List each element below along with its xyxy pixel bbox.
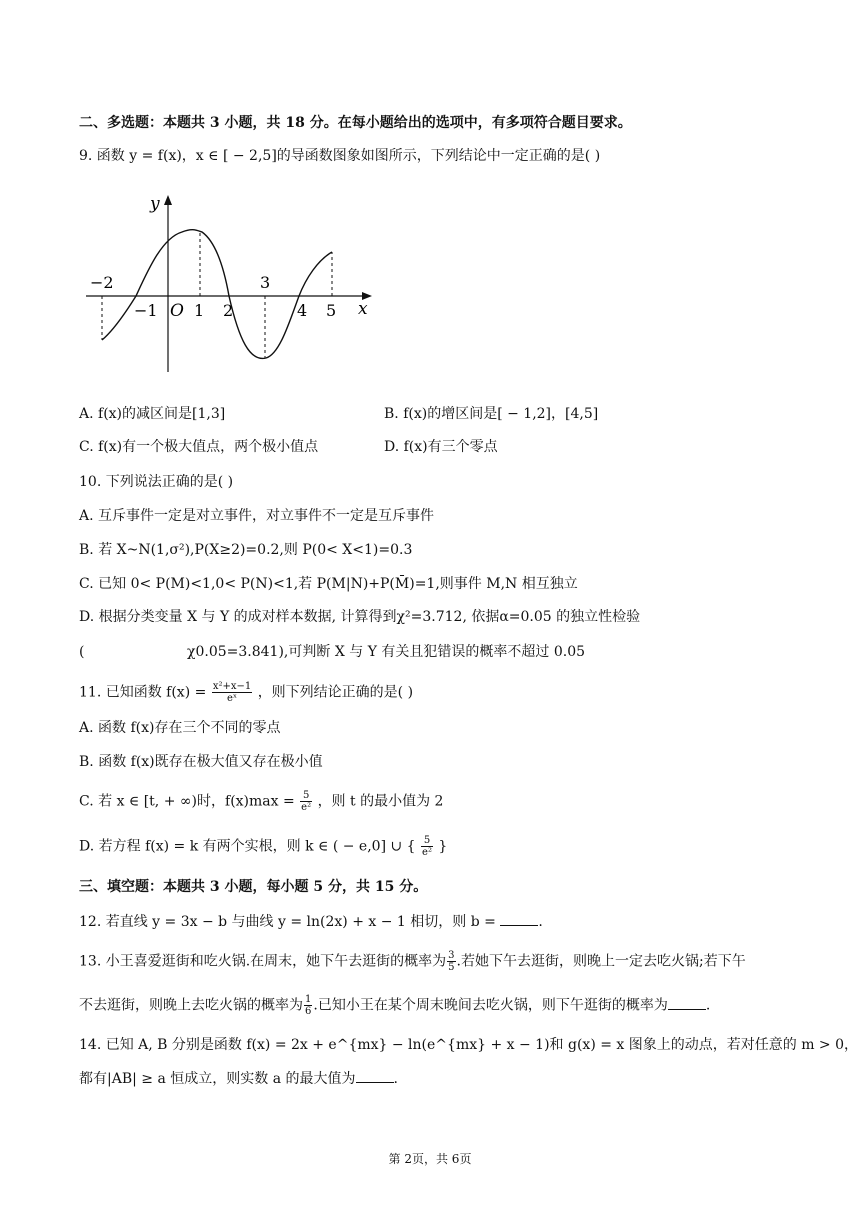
q11-stem-prefix: 11. 已知函数 f(x) =: [79, 684, 207, 701]
q13-frac2-den: 6: [305, 1006, 312, 1017]
tick-minus-1: −1: [134, 301, 158, 320]
q11-frac-num: x²+x−1: [212, 681, 252, 692]
tick-1: 1: [194, 301, 205, 320]
x-axis-label: x: [358, 299, 368, 319]
q13-line1-suffix: .若她下午去逛街，则晚上一定去吃火锅;若下午: [456, 953, 746, 970]
q11-c-fraction: [300, 790, 312, 813]
q11-option-d: [79, 835, 447, 858]
q10-option-b: B. 若 X~N(1,σ²),P(X≥2)=0.2,则 P(0< X<1)=0.3: [79, 542, 413, 558]
tick-minus-2: −2: [90, 273, 114, 292]
q11-d-num: 5: [421, 835, 433, 847]
q13-frac1-den: 5: [448, 962, 455, 973]
y-axis-label: y: [150, 194, 160, 214]
origin-label: O: [170, 301, 184, 321]
q11-stem: [79, 681, 413, 704]
q11-option-a: A. 函数 f(x)存在三个不同的零点: [79, 720, 281, 736]
q9-option-b: B. f(x)的增区间是[ − 1,2]，[4,5]: [384, 406, 599, 422]
q12-answer-blank[interactable]: [500, 913, 538, 926]
q14-line-2: [79, 1069, 398, 1089]
tick-4: 4: [297, 301, 308, 320]
tick-5: 5: [326, 301, 337, 320]
q9-option-c: C. f(x)有一个极大值点，两个极小值点: [79, 439, 319, 455]
q11-d-suffix: }: [438, 838, 448, 855]
q10-stem: 10. 下列说法正确的是( ): [79, 474, 234, 490]
tick-3: 3: [260, 273, 271, 292]
q13-line-2: [79, 994, 710, 1017]
q11-frac-den: eˣ: [226, 693, 238, 704]
q12: [79, 912, 543, 932]
q11-option-b: B. 函数 f(x)既存在极大值又存在极小值: [79, 754, 323, 770]
q11-d-prefix: D. 若方程 f(x) = k 有两个实根，则 k ∈ ( − e,0] ∪ {: [79, 838, 416, 855]
q13-answer-blank[interactable]: [668, 997, 706, 1010]
q11-d-fraction: [421, 835, 433, 858]
q13-end: .: [705, 997, 711, 1014]
q13-frac1-num: 3: [448, 950, 455, 961]
q11-c-prefix: C. 若 x ∈ [t, + ∞)时，f(x)max =: [79, 793, 295, 810]
q11-c-den: e²: [301, 802, 312, 813]
derivative-curve: [102, 230, 332, 359]
q14-line2-text: 都有|AB| ≥ a 恒成立，则实数 a 的最大值为: [79, 1071, 356, 1087]
q13-fraction-2: [304, 994, 312, 1017]
section-2-title: 二、多选题：本题共 3 小题，共 18 分。在每小题给出的选项中，有多项符合题目要求。: [79, 115, 632, 131]
q13-line1-prefix: 13. 小王喜爱逛街和吃火锅.在周末，她下午去逛街的概率为: [79, 953, 447, 970]
q13-frac2-num: 1: [305, 994, 312, 1005]
q14-end: .: [393, 1071, 398, 1087]
q13-fraction-1: [447, 950, 455, 973]
q11-stem-suffix: ，则下列结论正确的是( ): [257, 684, 414, 701]
q12-end: .: [538, 914, 543, 930]
q13-line2-prefix: 不去逛街，则晚上去吃火锅的概率为: [79, 997, 303, 1014]
page-footer: 第 2页，共 6页: [388, 1152, 472, 1166]
q10-option-d-continued: χ0.05=3.841),可判断 X 与 Y 有关且犯错误的概率不超过 0.05: [187, 644, 586, 660]
q13-line-1: [79, 950, 746, 973]
q12-text: 12. 若直线 y = 3x − b 与曲线 y = ln(2x) + x − 1 相切，则 b =: [79, 914, 496, 930]
q13-line2-suffix: .已知小王在某个周末晚间去吃火锅，则下午逛街的概率为: [313, 997, 668, 1014]
q10-option-d: D. 根据分类变量 X 与 Y 的成对样本数据, 计算得到χ²=3.712, 依据α=0.05 的独立性检验: [79, 609, 641, 625]
q11-c-suffix: ，则 t 的最小值为 2: [317, 793, 444, 810]
section-3-title: 三、填空题：本题共 3 小题，每小题 5 分，共 15 分。: [79, 879, 428, 895]
y-axis-arrow: [164, 195, 172, 205]
q10-option-c: C. 已知 0< P(M)<1,0< P(N)<1,若 P(M|N)+P(M̄)=1,则事件 M,N 相互独立: [79, 576, 578, 592]
tick-2: 2: [223, 301, 234, 320]
q14-line-1: 14. 已知 A, B 分别是函数 f(x) = 2x + e^{mx} − ln(e^{mx} + x − 1)和 g(x) = x 图象上的动点，若对任意的 m > 0，: [79, 1037, 859, 1053]
q14-answer-blank[interactable]: [356, 1070, 394, 1083]
q11-c-num: 5: [300, 790, 312, 802]
q11-option-c: [79, 790, 443, 813]
q10-option-a: A. 互斥事件一定是对立事件，对立事件不一定是互斥事件: [79, 508, 435, 524]
q9-derivative-graph: [84, 190, 384, 375]
q11-d-den: e²: [422, 847, 432, 858]
q9-option-a: A. f(x)的减区间是[1,3]: [79, 406, 226, 422]
q11-fraction: [212, 681, 252, 704]
q9-stem: 9. 函数 y = f(x)，x ∈ [ − 2,5]的导函数图象如图所示，下列结论中一定正确的是( ): [79, 148, 601, 164]
q9-option-d: D. f(x)有三个零点: [384, 439, 498, 455]
q10-option-d-open-paren: (: [79, 644, 85, 660]
